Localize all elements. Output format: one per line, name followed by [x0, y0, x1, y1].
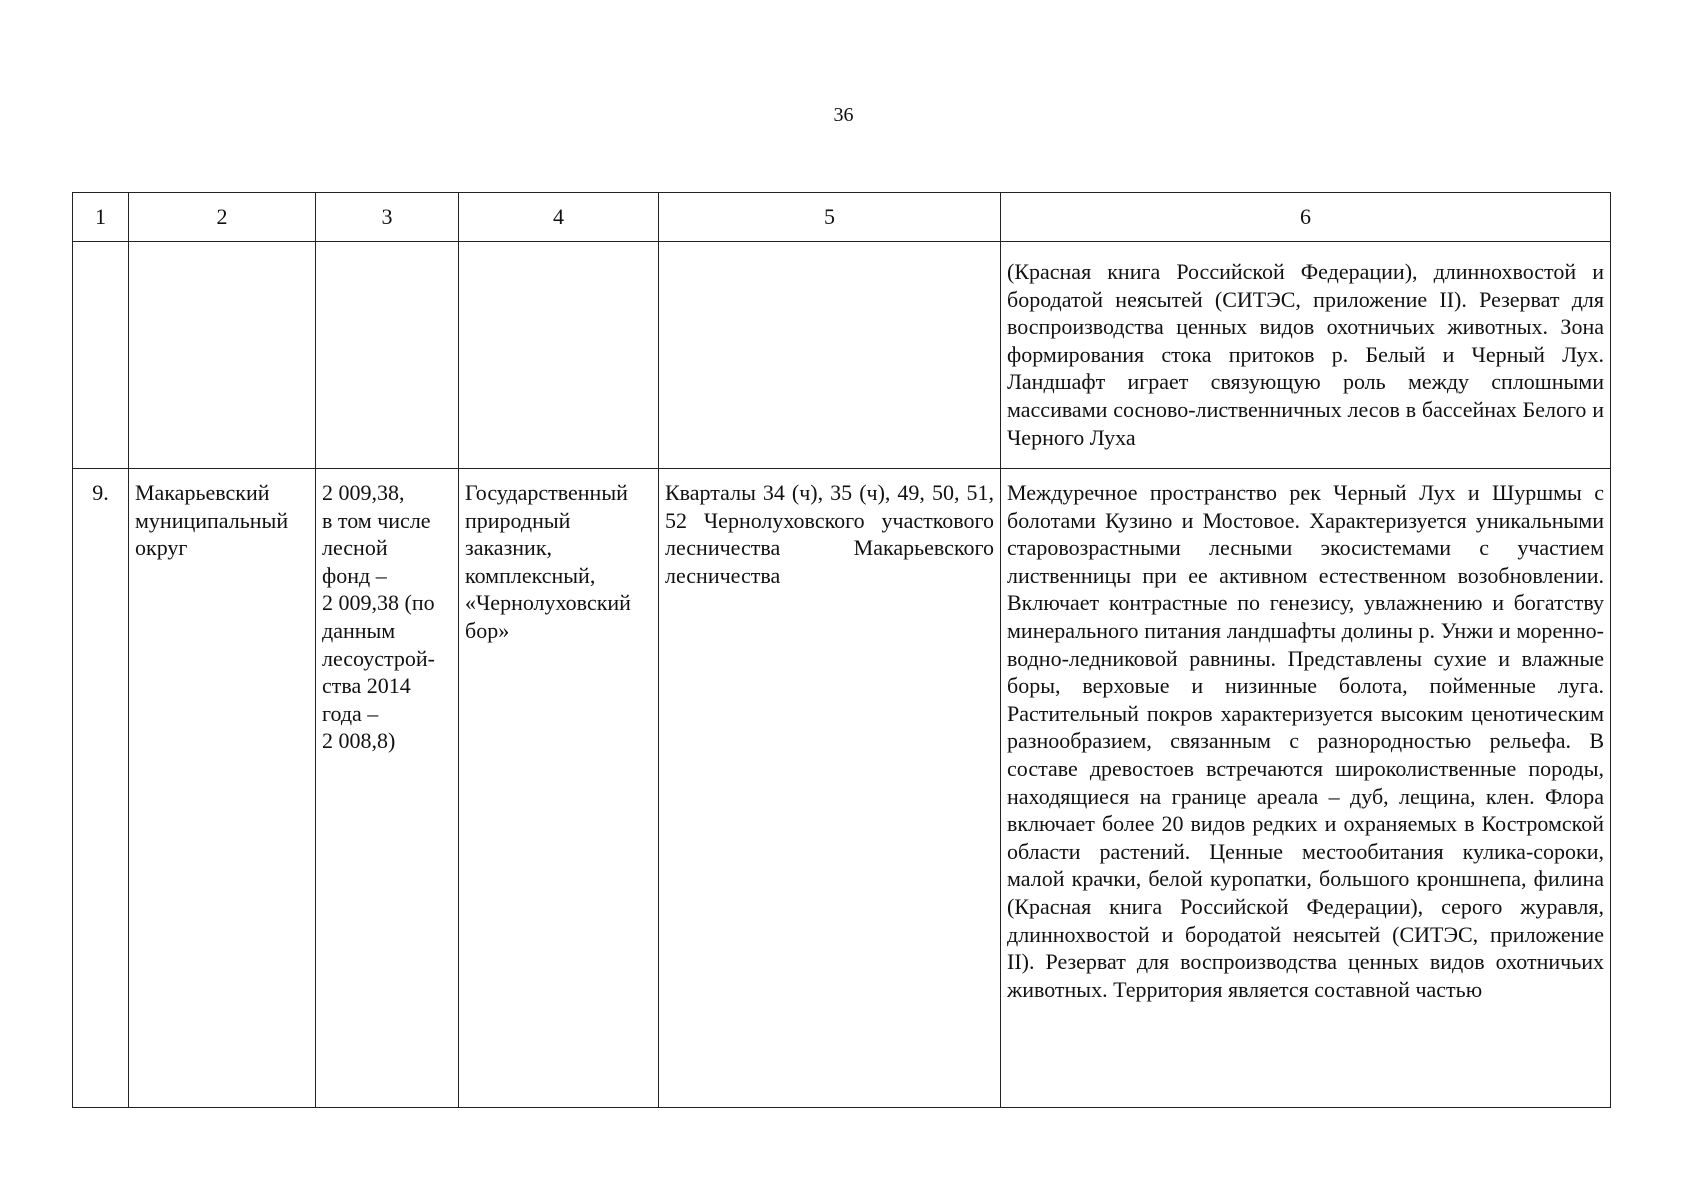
- row-number: 9.: [73, 469, 129, 1108]
- page-number: 36: [833, 104, 854, 126]
- header-col-6: 6: [1001, 193, 1611, 242]
- header-col-5: 5: [659, 193, 1001, 242]
- category-line: заказник,: [465, 535, 553, 561]
- area-line: лесоустрой-: [322, 645, 435, 671]
- area-line: данным: [322, 617, 396, 643]
- district-cell: [129, 469, 316, 1108]
- location-cell: Кварталы 34 (ч), 35 (ч), 49, 50, 51, 52 Чернолуховского участкового лесничества Макарьевского лесничества: [659, 469, 1001, 1108]
- district-line: муниципальный: [135, 507, 289, 533]
- category-line: природный: [465, 507, 571, 533]
- header-col-2: 2: [129, 193, 316, 242]
- cont-col-4: [459, 242, 659, 469]
- header-col-1: 1: [73, 193, 129, 242]
- district-line: округ: [135, 535, 188, 561]
- cont-col-2: [129, 242, 316, 469]
- area-cell: [316, 469, 459, 1108]
- table-header-row: [73, 193, 1611, 242]
- category-line: «Чернолуховский: [465, 590, 631, 616]
- cont-col-1: [73, 242, 129, 469]
- header-col-3: 3: [316, 193, 459, 242]
- cont-description: (Красная книга Российской Федерации), длиннохвостой и бородатой неясытей (СИТЭС, приложение II). Резерват для воспроизводства ценных видов охотничьих животных. Зона формирования стока притоков р. Белый и Черный Лух. Ландшафт играет связующую роль между сплошными массивами сосново-лиственничных лесов в бассейнах Белого и Черного Луха: [1001, 242, 1611, 469]
- area-line: 2 009,38 (по: [322, 590, 435, 616]
- area-line: 2 009,38,: [322, 480, 405, 505]
- area-line: в том числе: [322, 507, 431, 533]
- district-line: Макарьевский: [135, 480, 270, 505]
- area-line: лесной: [322, 535, 388, 561]
- category-line: бор»: [465, 617, 510, 643]
- cont-col-5: [659, 242, 1001, 469]
- table-row-9: [73, 469, 1611, 1108]
- category-line: комплексный,: [465, 562, 596, 588]
- area-line: года –: [322, 700, 379, 726]
- area-line: фонд –: [322, 562, 387, 588]
- cont-col-3: [316, 242, 459, 469]
- header-col-4: 4: [459, 193, 659, 242]
- protected-areas-table: [72, 192, 1611, 1108]
- area-line: 2 008,8): [322, 728, 396, 754]
- table-row-continuation: [73, 242, 1611, 469]
- category-cell: [459, 469, 659, 1108]
- description-cell: Междуречное пространство рек Черный Лух и Шуршмы с болотами Кузино и Мостовое. Характеризуется уникальными старовозрастными лесными экосистемами с участием лиственницы при ее активном естественном возобновлении. Включает контрастные по генезису, увлажнению и богатству минерального питания ландшафты долины р. Унжи и моренно-водно-ледниковой равнины. Представлены сухие и влажные боры, верховые и низинные болота, пойменные луга. Растительный покров характеризуется высоким ценотическим разнообразием, связанным с разнородностью рельефа. В составе древостоев встречаются широколиственные породы, находящиеся на границе ареала – дуб, лещина, клен. Флора включает более 20 видов редких и охраняемых в Костромской области растений. Ценные местообитания кулика-сороки, малой крачки, белой куропатки, большого кроншнепа, филина (Красная книга Российской Федерации), серого журавля, длиннохвостой и бородатой неясытей (СИТЭС, приложение II). Резерват для воспроизводства ценных видов охотничьих животных. Территория является составной частью: [1001, 469, 1611, 1108]
- category-line: Государственный: [465, 480, 628, 505]
- area-line: ства 2014: [322, 673, 411, 699]
